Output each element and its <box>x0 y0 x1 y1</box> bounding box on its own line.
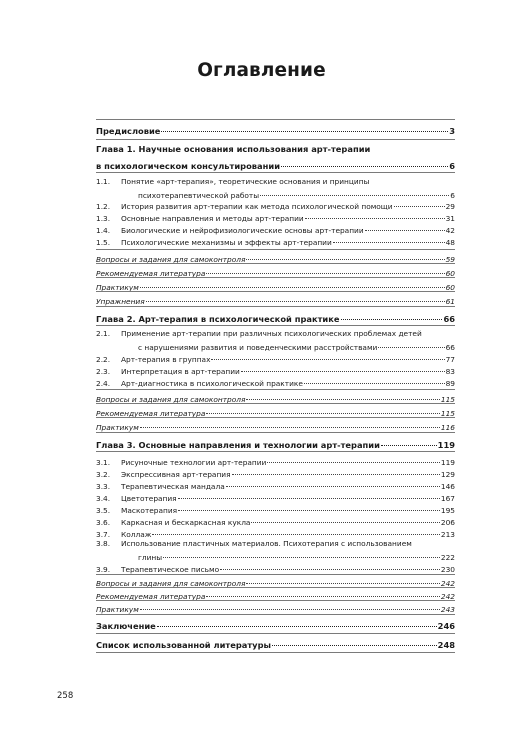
divider <box>96 139 455 140</box>
dot-leader <box>305 209 445 219</box>
entry-page: 3 <box>449 126 455 136</box>
entry-page: 83 <box>445 367 455 376</box>
entry-page: 248 <box>437 640 455 650</box>
entry-number: 2.2. <box>96 355 111 364</box>
entry-title: Терапевтическая мандала <box>121 482 225 491</box>
entry-page: 115 <box>440 395 455 404</box>
entry-number: 1.3. <box>96 214 111 223</box>
dot-leader <box>381 435 437 446</box>
entry-title: Предисловие <box>96 126 161 136</box>
entry-number: 3.2. <box>96 470 111 479</box>
entry-title: Понятие «арт-терапия», теоретические основания и принципы <box>121 177 370 186</box>
entry-page: 116 <box>440 423 455 432</box>
entry-page: 31 <box>445 214 455 223</box>
toc-entry[interactable] <box>96 562 455 574</box>
entry-title: Глава 3. Основные направления и технологии арт-терапии <box>96 440 380 450</box>
entry-number: 2.4. <box>96 379 111 388</box>
entry-title: Терапевтическое письмо <box>121 565 220 574</box>
entry-title: Вопросы и задания для самоконтроля <box>96 255 246 264</box>
entry-title: Рекомендуемая литература <box>96 269 206 278</box>
entry-number: 1.1. <box>96 177 111 186</box>
toc-entry[interactable] <box>96 329 422 338</box>
dot-leader <box>246 574 440 584</box>
dot-leader <box>272 635 437 646</box>
entry-title: Рекомендуемая литература <box>96 409 206 418</box>
entry-title: Арт-диагностика в психологической практике <box>121 379 303 388</box>
entry-page: 6 <box>449 161 455 171</box>
entry-page: 243 <box>440 605 455 614</box>
entry-page: 129 <box>440 470 455 479</box>
entry-page: 60 <box>445 269 455 278</box>
dot-leader <box>267 453 440 463</box>
entry-page: 119 <box>437 440 455 450</box>
dot-leader <box>226 477 440 487</box>
chapter-1-title-line2[interactable] <box>96 158 455 171</box>
dot-leader <box>206 264 444 274</box>
entry-number: 3.3. <box>96 482 111 491</box>
page-number: 258 <box>57 691 74 701</box>
entry-page: 206 <box>440 518 455 527</box>
entry-number: 1.2. <box>96 202 111 211</box>
dot-leader <box>220 560 440 570</box>
entry-page: 42 <box>445 226 455 235</box>
entry-number: 3.4. <box>96 494 111 503</box>
entry-title: Глава 2. Арт-терапия в психологической практике <box>96 314 340 324</box>
chapter-3-title[interactable] <box>96 437 455 450</box>
entry-number: 2.1. <box>96 329 111 338</box>
entry-title: Каркасная и бескаркасная кукла <box>121 518 251 527</box>
entry-title: психотерапевтической работы <box>138 191 260 200</box>
entry-title: Применение арт-терапии при различных психологических проблемах детей <box>121 329 422 338</box>
dot-leader <box>206 404 440 414</box>
dot-leader <box>178 501 440 511</box>
entry-title: Маскотерапия <box>121 506 178 515</box>
entry-number: 3.8. <box>96 539 111 548</box>
chapter-1-title[interactable]: Глава 1. Научные основания использования арт-терапии <box>96 144 371 154</box>
toc-entry-references[interactable] <box>96 637 455 650</box>
dot-leader <box>251 513 439 523</box>
toc-entry[interactable] <box>96 527 455 539</box>
divider <box>96 432 455 433</box>
entry-title: Упражнения <box>96 297 145 306</box>
entry-title: в психологическом консультировании <box>96 161 281 171</box>
dot-leader <box>341 309 443 320</box>
entry-page: 66 <box>443 314 455 324</box>
entry-title: Интерпретация в арт-терапии <box>121 367 240 376</box>
divider <box>96 119 455 120</box>
entry-title: История развития арт-терапии как метода психологической помощи <box>121 202 393 211</box>
entry-number: 1.4. <box>96 226 111 235</box>
entry-page: 146 <box>440 482 455 491</box>
entry-page: 242 <box>440 579 455 588</box>
dot-leader <box>140 600 440 610</box>
dot-leader <box>157 616 437 627</box>
toc-entry-extra[interactable] <box>96 420 455 432</box>
entry-page: 230 <box>440 565 455 574</box>
dot-leader <box>211 350 444 360</box>
entry-page: 242 <box>440 592 455 601</box>
divider <box>96 306 455 307</box>
dot-leader <box>140 278 445 288</box>
entry-title: Коллаж <box>121 530 152 539</box>
toc-entry[interactable] <box>96 177 369 186</box>
divider <box>96 325 455 326</box>
toc-entry-extra[interactable] <box>96 294 455 306</box>
dot-leader <box>232 465 440 475</box>
dot-leader <box>140 418 440 428</box>
page-title: Оглавление <box>197 60 326 81</box>
dot-leader <box>163 548 440 558</box>
toc-entry[interactable] <box>96 376 455 388</box>
dot-leader <box>152 525 439 535</box>
dot-leader <box>146 292 445 302</box>
entry-number: 3.9. <box>96 565 111 574</box>
entry-page: 77 <box>445 355 455 364</box>
entry-page: 59 <box>445 255 455 264</box>
dot-leader <box>246 250 444 260</box>
entry-title: Список использованной литературы <box>96 640 272 650</box>
entry-page: 167 <box>440 494 455 503</box>
toc-entry[interactable] <box>96 235 455 247</box>
entry-page: 61 <box>445 297 455 306</box>
entry-number: 1.5. <box>96 238 111 247</box>
entry-page: 89 <box>445 379 455 388</box>
entry-title: Практикум <box>96 605 139 614</box>
entry-title: с нарушениями развития и поведенческими расстройствами <box>138 343 378 352</box>
entry-page: 119 <box>440 458 455 467</box>
entry-number: 3.5. <box>96 506 111 515</box>
entry-title: Заключение <box>96 621 156 631</box>
entry-title: Экспрессивная арт-терапия <box>121 470 231 479</box>
divider <box>96 172 455 173</box>
entry-page: 66 <box>445 343 455 352</box>
divider <box>96 652 455 653</box>
dot-leader <box>378 338 444 348</box>
divider <box>96 451 455 452</box>
dot-leader <box>365 221 445 231</box>
entry-page: 48 <box>445 238 455 247</box>
chapter-2-title[interactable] <box>96 311 455 324</box>
entry-page: 213 <box>440 530 455 539</box>
entry-title: Биологические и нейрофизиологические основы арт-терапии <box>121 226 364 235</box>
divider <box>96 614 455 615</box>
dot-leader <box>206 587 440 597</box>
entry-number: 2.3. <box>96 367 111 376</box>
toc-entry-preface[interactable] <box>96 123 455 136</box>
entry-title: Вопросы и задания для самоконтроля <box>96 395 246 404</box>
entry-title: Рисуночные технологии арт-терапии <box>121 458 267 467</box>
entry-page: 60 <box>445 283 455 292</box>
entry-page: 195 <box>440 506 455 515</box>
dot-leader <box>178 489 440 499</box>
entry-title: Практикум <box>96 283 139 292</box>
entry-title: Практикум <box>96 423 139 432</box>
dot-leader <box>241 362 445 372</box>
entry-title: Цветотерапия <box>121 494 177 503</box>
entry-title: Вопросы и задания для самоконтроля <box>96 579 246 588</box>
entry-page: 6 <box>450 191 455 200</box>
toc-entry[interactable] <box>96 539 412 548</box>
entry-title: Основные направления и методы арт-терапии <box>121 214 304 223</box>
entry-page: 246 <box>437 621 455 631</box>
dot-leader <box>304 374 445 384</box>
entry-number: 3.7. <box>96 530 111 539</box>
entry-page: 222 <box>440 553 455 562</box>
entry-title: Рекомендуемая литература <box>96 592 206 601</box>
dot-leader <box>281 156 448 167</box>
entry-page: 115 <box>440 409 455 418</box>
entry-number: 3.6. <box>96 518 111 527</box>
toc-entry-conclusion[interactable] <box>96 618 455 631</box>
entry-title: Психологические механизмы и эффекты арт-терапии <box>121 238 332 247</box>
entry-title: глины <box>138 553 163 562</box>
entry-number: 3.1. <box>96 458 111 467</box>
dot-leader <box>246 390 440 400</box>
dot-leader <box>260 186 449 196</box>
dot-leader <box>333 233 445 243</box>
toc-entry-extra[interactable] <box>96 602 455 614</box>
dot-leader <box>394 197 445 207</box>
entry-page: 29 <box>445 202 455 211</box>
divider <box>96 633 455 634</box>
entry-title: Арт-терапия в группах <box>121 355 211 364</box>
dot-leader <box>161 121 448 132</box>
entry-title: Использование пластичных материалов. Психотерапия с использованием <box>121 539 412 548</box>
